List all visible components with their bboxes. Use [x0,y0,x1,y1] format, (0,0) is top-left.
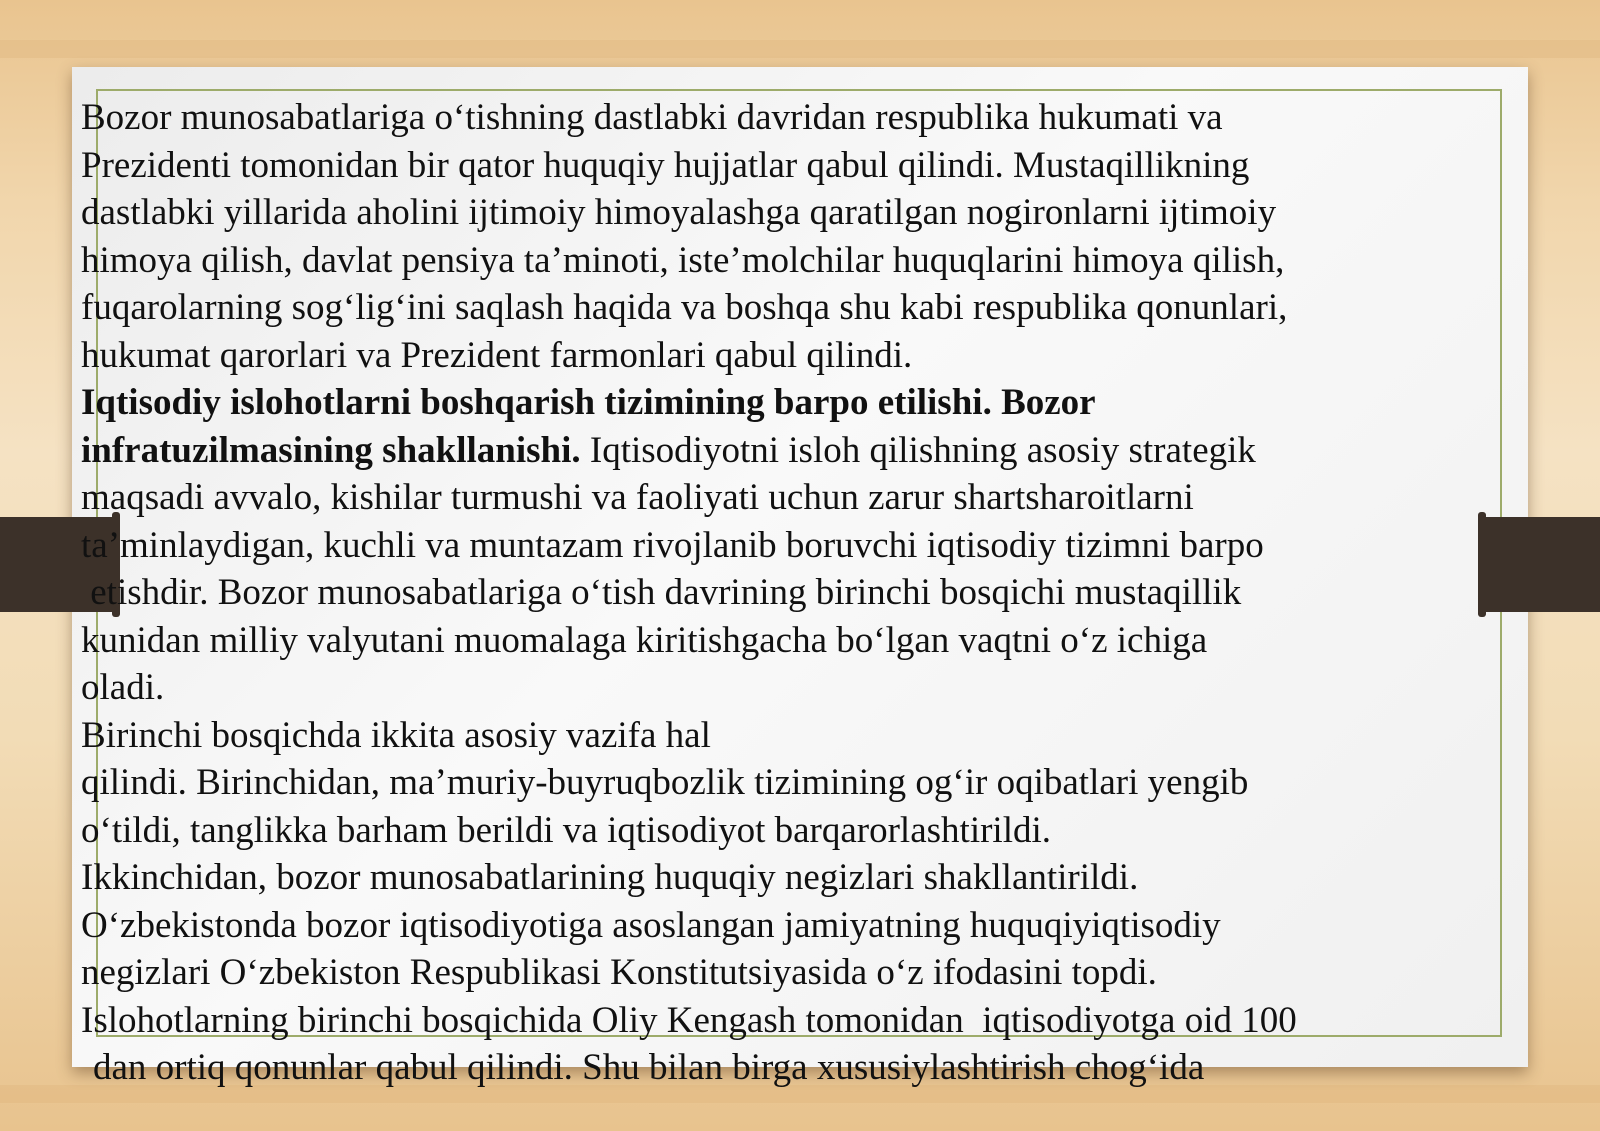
paragraph-line: hukumat qarorlari va Prezident farmonlari qabul qilindi. [81,334,913,376]
paragraph-text: Iqtisodiyotni isloh qilishning asosiy strategik [580,429,1256,471]
paragraph-line: Prezidenti tomonidan bir qator huquqiy hujjatlar qabul qilindi. Mustaqillikning [81,144,1250,186]
paragraph-line: negizlari O‘zbekiston Respublikasi Konstitutsiyasida o‘z ifodasini topdi. [81,952,1157,993]
paragraph-line: o‘tildi, tanglikka barham berildi va iqtisodiyot barqarorlashtirildi. [81,809,1052,851]
paragraph-line: qilindi. Birinchidan, ma’muriy-buyruqbozlik tizimining og‘ir oqibatlari yengib [81,762,1249,803]
paragraph-line: kunidan milliy valyutani muomalaga kiritishgacha bo‘lgan vaqtni o‘z ichiga [81,619,1208,661]
section-heading-line [81,379,1501,427]
paragraph-line: Ikkinchidan, bozor munosabatlarining huquqiy negizlari shakllantirildi. [81,857,1139,898]
section-heading-line [81,427,1501,475]
section-heading: infratuzilmasining shakllanishi. [81,429,581,471]
paragraph-line: maqsadi avvalo, kishilar turmushi va faoliyati uchun zarur shartsharoitlarni [81,477,1194,518]
paragraph-line: dastlabki yillarida aholini ijtimoiy himoyalashga qaratilgan nogironlarni ijtimoiy [81,192,1277,233]
paragraph-line: ta’minlaydigan, kuchli va muntazam rivojlanib boruvchi iqtisodiy tizimni barpo [81,524,1264,566]
paragraph-line: oladi. [81,667,165,708]
paragraph-line: himoya qilish, davlat pensiya ta’minoti, iste’molchilar huquqlarini himoya qilish, [81,239,1285,281]
section-heading: Iqtisodiy islohotlarni boshqarish tizimining barpo etilishi. Bozor [81,382,1096,423]
wood-grain [0,40,1600,58]
paragraph-line: etishdir. Bozor munosabatlariga o‘tish davrining birinchi bosqichi mustaqillik [81,572,1242,613]
slide-body-text [81,94,1501,1092]
paragraph-line: O‘zbekistonda bozor iqtisodiyotiga asoslangan jamiyatning huquqiyiqtisodiy [81,904,1221,946]
paragraph-line: Islohotlarning birinchi bosqichida Oliy Kengash tomonidan iqtisodiyotga oid 100 [81,999,1297,1041]
paragraph-line: Bozor munosabatlariga o‘tishning dastlabki davridan respublika hukumati va [81,97,1223,138]
paragraph-line: Birinchi bosqichda ikkita asosiy vazifa hal [81,714,711,756]
paragraph-line: dan ortiq qonunlar qabul qilindi. Shu bilan birga xususiylashtirish chog‘ida [93,1047,1205,1088]
paragraph-line: fuqarolarning sog‘lig‘ini saqlash haqida va boshqa shu kabi respublika qonunlari, [81,287,1288,328]
